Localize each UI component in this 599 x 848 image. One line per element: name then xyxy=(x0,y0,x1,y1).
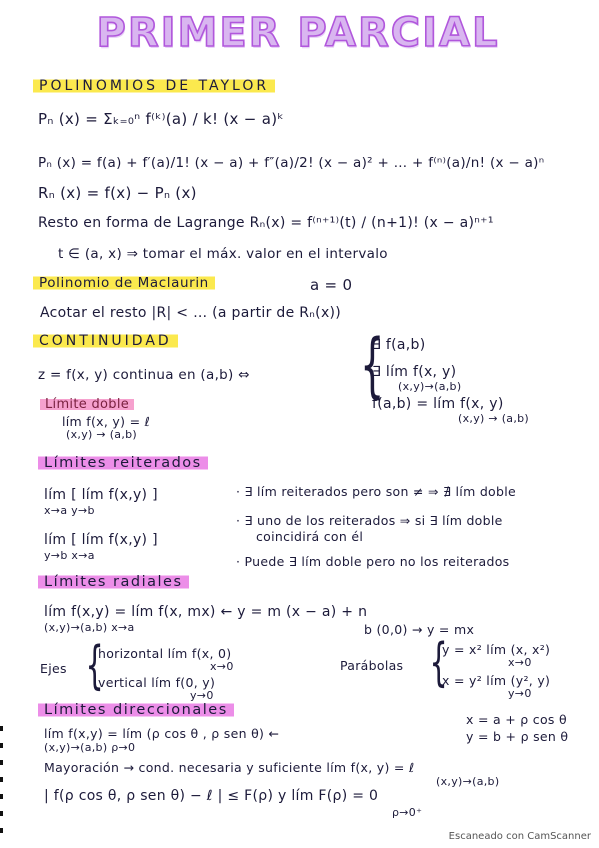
mayoracion-sub: (x,y)→(a,b) xyxy=(436,775,500,788)
polar-x: x = a + ρ cos θ xyxy=(466,712,567,727)
cont-condition-1: ∃ f(a,b) xyxy=(372,337,426,353)
eje-vertical-sub: y→0 xyxy=(190,689,214,702)
section-radiales: Límites radiales xyxy=(38,574,189,590)
reiterados-note-2b: coincidirá con él xyxy=(256,529,364,544)
cont-condition-2: ∃ lím f(x, y) xyxy=(372,364,457,380)
binder-holes xyxy=(0,726,3,844)
cont-condition-3: f(a,b) = lím f(x, y) xyxy=(372,396,504,412)
parabola-1-sub: x→0 xyxy=(508,656,532,669)
page-title: PRIMER PARCIAL xyxy=(96,10,500,56)
eje-horizontal: horizontal lím f(x, 0) xyxy=(98,646,232,661)
reiterado-2-sub: y→b x→a xyxy=(44,549,95,562)
section-direccionales: Límites direccionales xyxy=(38,702,234,718)
radiales-sub: (x,y)→(a,b) x→a xyxy=(44,621,135,634)
rn-formula: Rₙ (x) = f(x) − Pₙ (x) xyxy=(38,184,197,202)
reiterados-note-3: · Puede ∃ lím doble pero no los reiterados xyxy=(236,554,510,569)
eje-horizontal-sub: x→0 xyxy=(210,660,234,673)
pn-sum-formula: Pₙ (x) = Σₖ₌₀ⁿ f⁽ᵏ⁾(a) / k! (x − a)ᵏ xyxy=(38,110,285,128)
limite-doble-sub: (x,y) → (a,b) xyxy=(66,428,138,441)
scanner-watermark: Escaneado con CamScanner xyxy=(448,831,591,842)
parabolas-brace: { xyxy=(429,633,448,693)
polar-y: y = b + ρ sen θ xyxy=(466,729,569,744)
reiterados-note-2: · ∃ uno de los reiterados ⇒ si ∃ lím doble xyxy=(236,513,503,528)
section-limite-doble: Límite doble xyxy=(40,397,134,412)
parabola-2-sub: y→0 xyxy=(508,687,532,700)
ejes-label: Ejes xyxy=(40,661,67,676)
section-maclaurin: Polinomio de Maclaurin xyxy=(33,275,215,291)
acotar-resto: Acotar el resto |R| < … (a partir de Rₙ(x)) xyxy=(40,305,342,321)
t-interval-note: t ∈ (a, x) ⇒ tomar el máx. valor en el intervalo xyxy=(58,246,388,262)
direccionales-eq: lím f(x,y) = lím (ρ cos θ , ρ sen θ) ← xyxy=(44,726,280,741)
section-continuidad: CONTINUIDAD xyxy=(33,333,178,349)
section-taylor: POLINOMIOS DE TAYLOR xyxy=(33,78,275,94)
radiales-origin: b (0,0) → y = mx xyxy=(364,622,475,637)
parabolas-label: Parábolas xyxy=(340,658,404,673)
reiterado-1-sub: x→a y→b xyxy=(44,504,95,517)
continuidad-definition: z = f(x, y) continua en (a,b) ⇔ xyxy=(38,367,250,383)
radiales-eq: lím f(x,y) = lím f(x, mx) ← y = m (x − a) + n xyxy=(44,604,368,620)
section-reiterados: Límites reiterados xyxy=(38,455,208,471)
parabola-2: x = y² lím (y², y) xyxy=(442,673,551,688)
reiterado-1: lím [ lím f(x,y) ] xyxy=(44,487,158,503)
mayoracion-line: Mayoración → cond. necesaria y suficiente lím f(x, y) = ℓ xyxy=(44,760,415,775)
resto-lagrange: Resto en forma de Lagrange Rₙ(x) = f⁽ⁿ⁺¹⁾(t) / (n+1)! (x − a)ⁿ⁺¹ xyxy=(38,215,494,231)
mayoracion-final-sub: ρ→0⁺ xyxy=(392,806,423,819)
limite-doble-eq: lím f(x, y) = ℓ xyxy=(62,414,151,429)
pn-expansion-formula: Pₙ (x) = f(a) + f′(a)/1! (x − a) + f″(a)/2! (x − a)² + … + f⁽ⁿ⁾(a)/n! (x − a)ⁿ xyxy=(38,155,545,171)
mayoracion-final: | f(ρ cos θ, ρ sen θ) − ℓ | ≤ F(ρ) y lím F(ρ) = 0 xyxy=(44,788,379,804)
direccionales-sub: (x,y)→(a,b) ρ→0 xyxy=(44,741,136,754)
reiterados-note-1: · ∃ lím reiterados pero son ≠ ⇒ ∄ lím doble xyxy=(236,484,517,499)
parabola-1: y = x² lím (x, x²) xyxy=(442,642,551,657)
ejes-brace: { xyxy=(85,636,104,696)
reiterado-2: lím [ lím f(x,y) ] xyxy=(44,532,158,548)
cont-condition-3-sub: (x,y) → (a,b) xyxy=(458,412,530,425)
eje-vertical: vertical lím f(0, y) xyxy=(98,675,216,690)
cont-condition-2-sub: (x,y)→(a,b) xyxy=(398,380,462,393)
maclaurin-condition: a = 0 xyxy=(310,276,353,294)
continuity-brace: { xyxy=(360,324,385,406)
